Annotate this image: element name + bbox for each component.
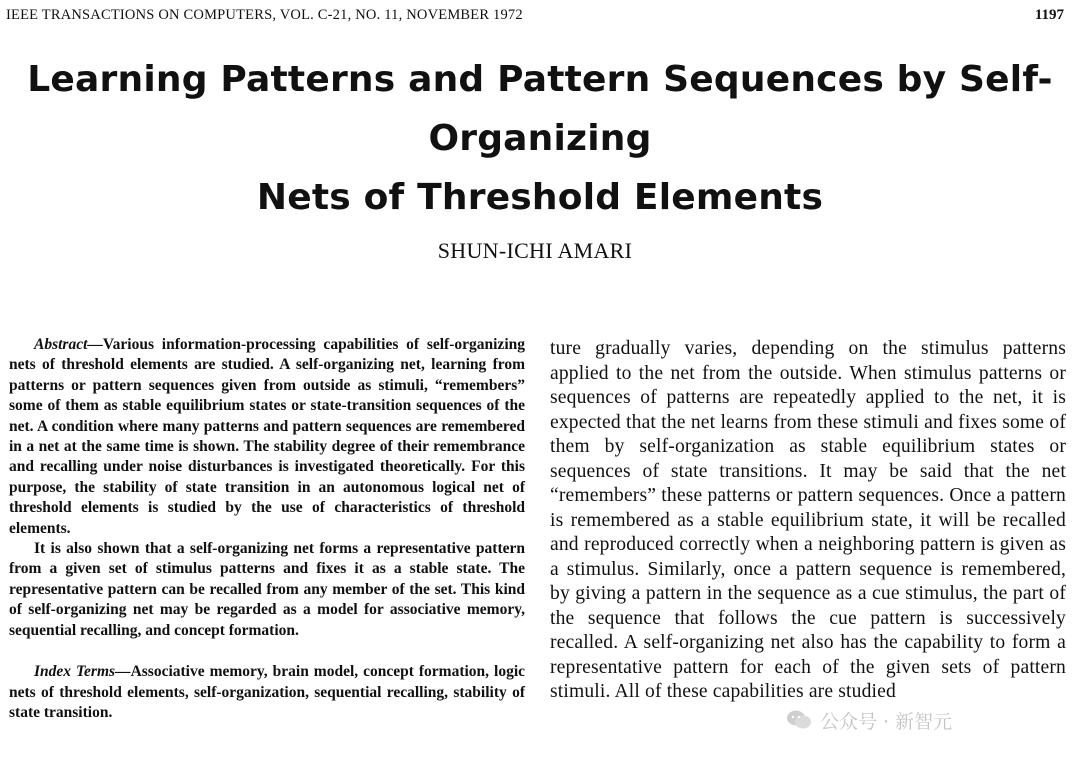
journal-citation: IEEE TRANSACTIONS ON COMPUTERS, VOL. C-21, NO. 11, NOVEMBER 1972: [6, 7, 523, 23]
abstract-label: Abstract—: [34, 336, 103, 353]
paper-title: [0, 50, 1080, 227]
wechat-icon: [786, 709, 812, 731]
index-terms-label: Index Terms—: [34, 663, 131, 681]
watermark: [786, 707, 1046, 733]
index-terms-paragraph: [9, 662, 525, 723]
title-line-2: Nets of Threshold Elements: [256, 177, 824, 218]
abstract-column: [9, 335, 525, 723]
abstract-paragraph: [9, 335, 525, 539]
page-header: [6, 7, 1064, 27]
author-name: SHUN-ICHI AMARI: [437, 238, 633, 263]
body-paragraph: ture gradually varies, depending on the stimulus patterns applied to the net from the outside. When stimulus patterns or sequences of patterns are repeatedly applied to the net, it is expected that the net learns from these stimuli and fixes some of them by self-organization as stable equilibrium states or sequences of state transitions. It may be said that the net “remembers” these patterns or pattern sequences. Once a pattern is remembered as a stable equilibrium state, it will be recalled and reproduced correctly when a neighboring pattern is given as a stimulus. Similarly, once a pattern sequence is remembered, by giving a pattern in the sequence as a cue stimulus, the part of the sequence that follows the cue pattern is successively recalled. A self-organizing net also has the capability to form a representative pattern for each of the given sets of pattern stimuli. All of these capabilities are studied: [550, 338, 1066, 702]
abstract-text: Various information-processing capabilities of self-organizing nets of threshold elements are studied. A self-organizing net, learning from patterns or pattern sequences given from outside as stimuli, “remembers” some of them as stable equilibrium states or state-transition sequences of the net. A condition where many patterns and pattern sequences are remembered in a net at the same time is shown. The stability degree of their remembrance and recalling under noise disturbances is investigated theoretically. For this purpose, the stability of state transition in an autonomous logical net of threshold elements is studied by the use of characteristics of threshold elements.: [9, 336, 525, 537]
body-column: [550, 337, 1066, 705]
title-line-1: Learning Patterns and Pattern Sequences by Self-Organizing: [27, 59, 1053, 159]
abstract-paragraph-2: It is also shown that a self-organizing net forms a representative pattern from a given set of stimulus patterns and fixes it as a stable state. The representative pattern can be recalled from any member of the set. This kind of self-organizing net may be regarded as a model for associative memory, sequential recalling, and concept formation.: [9, 540, 525, 639]
index-terms-text: Associative memory, brain model, concept formation, logic nets of threshold elements, self-organization, sequential recalling, stability of state transition.: [9, 663, 526, 721]
page-number: 1197: [1034, 7, 1064, 23]
watermark-text: 公众号 · 新智元: [820, 710, 953, 733]
